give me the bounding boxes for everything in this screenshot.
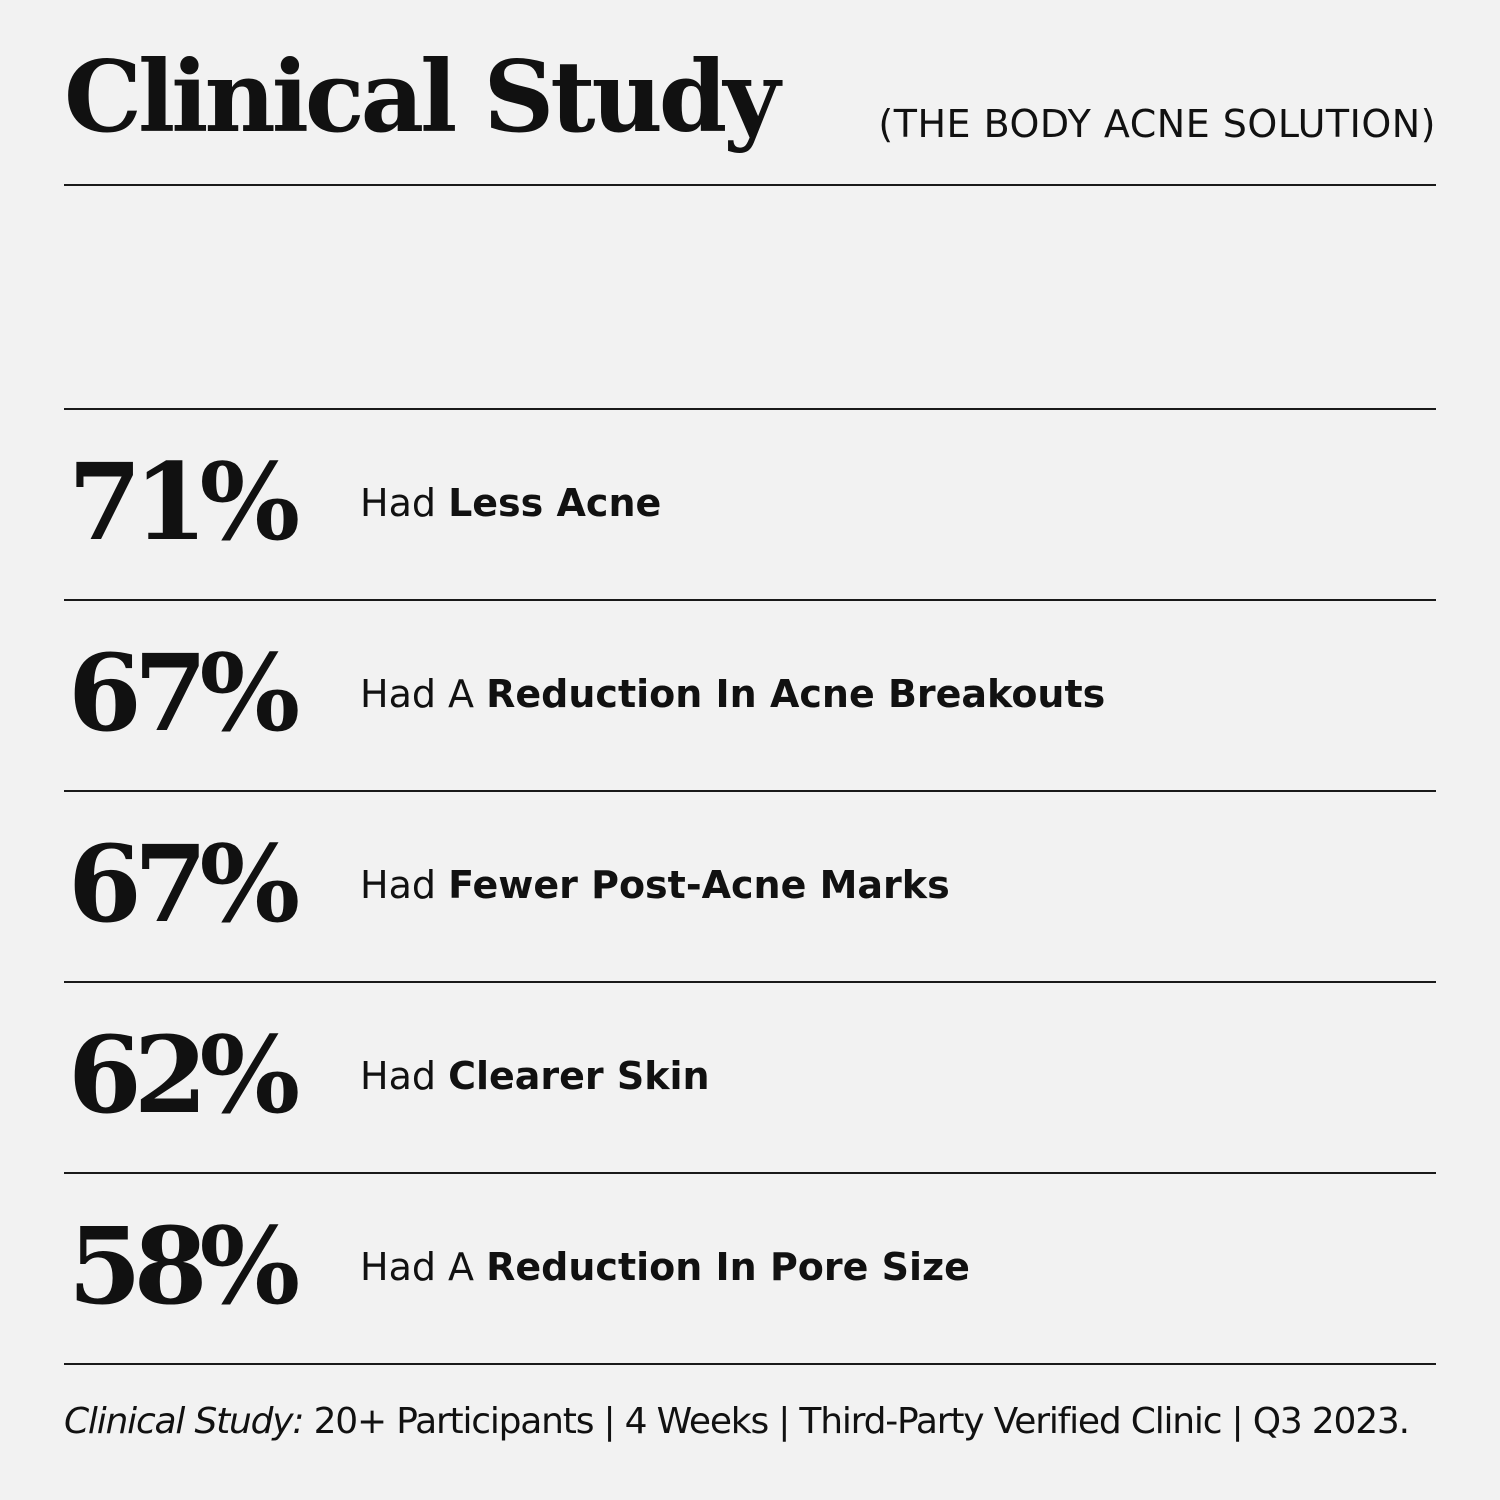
stat-row [64, 792, 1436, 981]
stat-row [64, 983, 1436, 1172]
header-divider [64, 184, 1436, 186]
stat-value: 58% [68, 1203, 293, 1328]
stat-label-emphasis: Reduction In Acne Breakouts [486, 672, 1106, 716]
stat-label [360, 674, 1105, 716]
stat-value: 62% [68, 1012, 293, 1137]
stat-label-emphasis: Clearer Skin [448, 1054, 710, 1098]
stat-label-prefix: Had [360, 863, 449, 907]
stat-label-emphasis: Less Acne [448, 481, 662, 525]
stat-label [360, 483, 661, 525]
stats-bottom-divider [64, 1363, 1436, 1365]
footnote-details: 20+ Participants | 4 Weeks | Third-Party Verified Clinic | Q3 2023. [303, 1401, 1409, 1442]
footnote-lead: Clinical Study: [64, 1401, 304, 1442]
stat-label [360, 1247, 970, 1289]
stat-row [64, 410, 1436, 599]
stat-value: 67% [68, 630, 293, 755]
stat-label-emphasis: Reduction In Pore Size [486, 1245, 970, 1289]
stat-row [64, 601, 1436, 790]
stat-row [64, 1174, 1436, 1363]
stat-label-prefix: Had [360, 1054, 449, 1098]
stat-value: 67% [68, 821, 293, 946]
page-title: Clinical Study [64, 40, 777, 155]
stat-label-prefix: Had A [360, 672, 487, 716]
study-footnote [64, 1402, 1409, 1442]
stat-value: 71% [68, 439, 293, 564]
page-subtitle: (THE BODY ACNE SOLUTION) [878, 102, 1436, 146]
stat-label-prefix: Had [360, 481, 449, 525]
stat-label [360, 1056, 710, 1098]
stat-label-prefix: Had A [360, 1245, 487, 1289]
stat-label-emphasis: Fewer Post-Acne Marks [448, 863, 950, 907]
stat-label [360, 865, 950, 907]
